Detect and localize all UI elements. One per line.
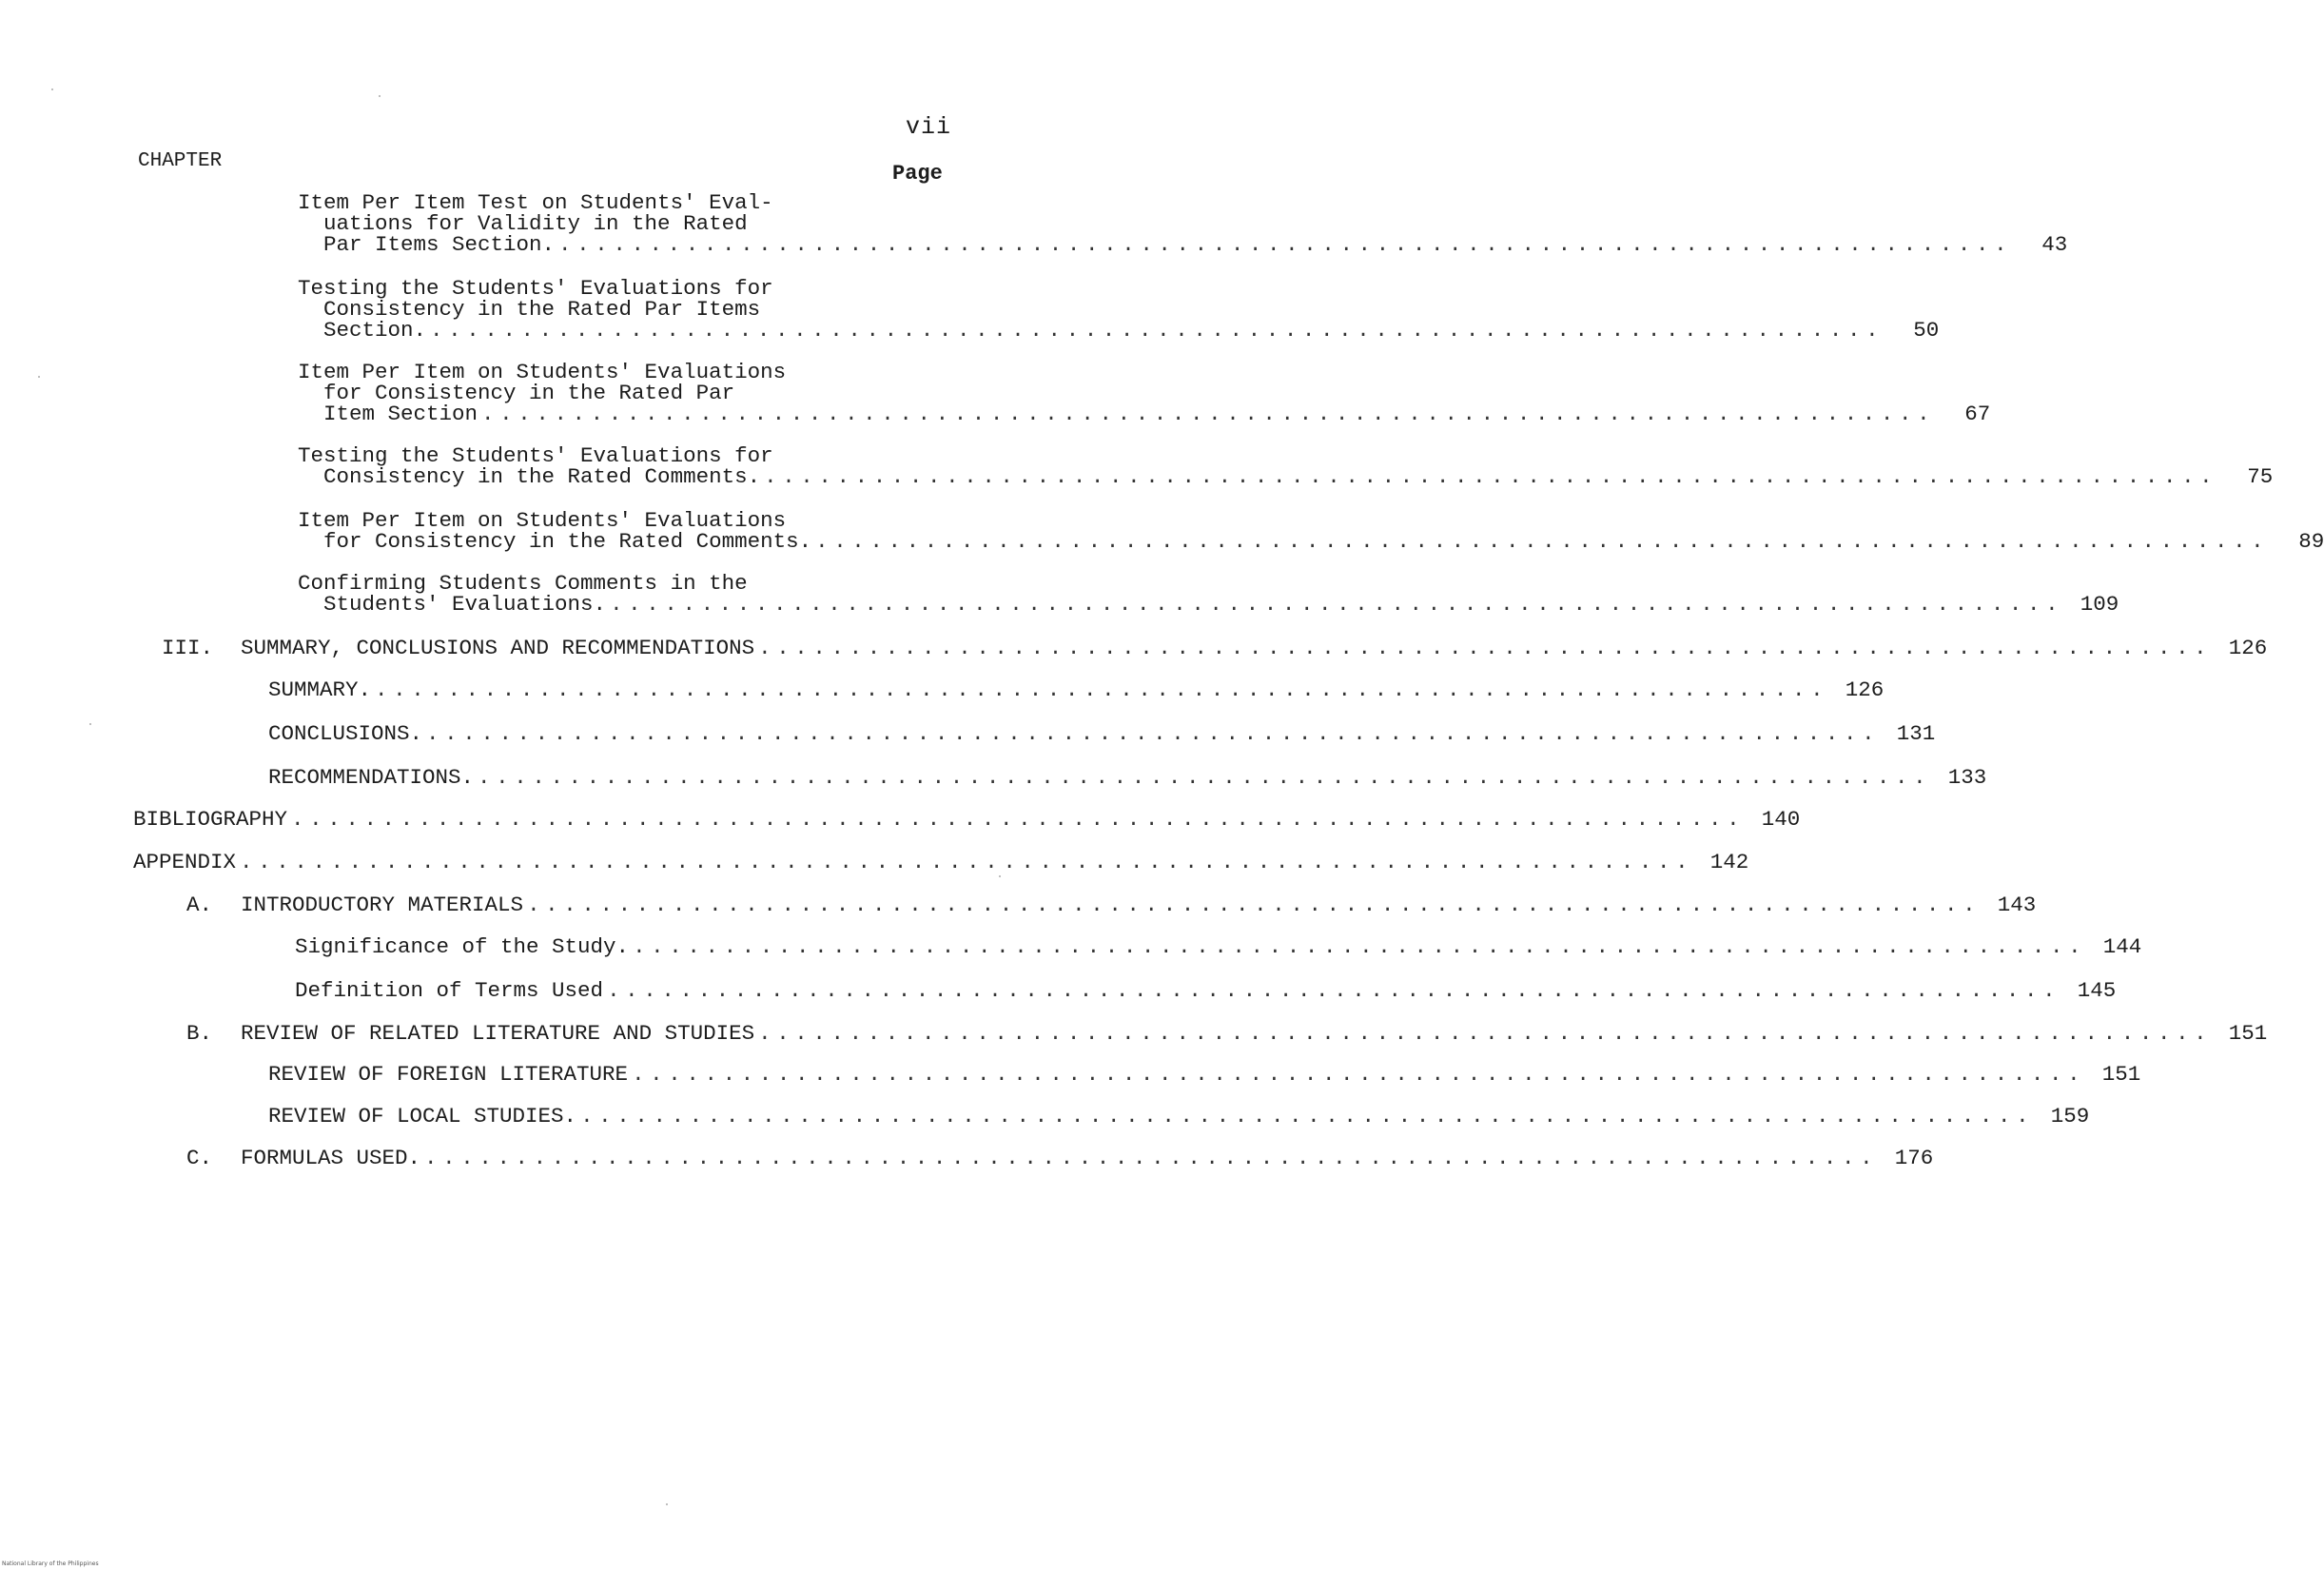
toc-entry [295,934,2142,959]
entry-title-line: Confirming Students Comments in the [298,571,748,596]
dot-leader: ................................................................................ [632,1062,2086,1087]
toc-entry [241,1146,1934,1170]
entry-title-line: uations for Validity in the Rated [298,211,748,236]
toc-entry [298,276,1940,343]
toc-entry [268,1104,2090,1128]
toc-entry [298,190,2068,257]
entry-title-line: Testing the Students' Evaluations for [298,276,773,301]
entry-page-number: 151 [2101,1062,2141,1087]
entry-page-number: 75 [2247,464,2274,489]
scan-speck [379,95,381,97]
entry-page-number: 131 [1896,721,1936,746]
entry-page-number: 142 [1709,850,1749,874]
entry-numeral: B. [186,1021,213,1046]
entry-title-line: SUMMARY. [268,677,372,702]
entry-page-number: 109 [2080,592,2119,617]
toc-entry [295,978,2117,1003]
entry-page-number: 140 [1761,807,1801,832]
entry-title-line: Item Per Item on Students' Evaluations [298,508,787,533]
entry-page-number: 143 [1997,893,2037,917]
entry-page-number: 126 [2228,636,2268,660]
page-column-label: Page [892,162,943,186]
entry-numeral: III. [162,636,214,660]
entry-page-number: 176 [1894,1146,1934,1170]
dot-leader: ................................................................................ [610,592,2064,617]
toc-entry [298,571,2119,617]
entry-page-number: 133 [1947,765,1987,790]
entry-title-line: CONCLUSIONS. [268,721,423,746]
dot-leader: ................................................................................ [375,677,1829,702]
entry-title-line: BIBLIOGRAPHY [133,807,288,832]
scan-speck [999,875,1001,877]
entry-title-line: Definition of Terms Used [295,978,604,1003]
dot-leader: ................................................................................ [580,1104,2035,1128]
dot-leader: ................................................................................ [240,850,1694,874]
toc-entry [133,850,1749,874]
entry-title-line: REVIEW OF LOCAL STUDIES. [268,1104,577,1128]
entry-title-line: REVIEW OF RELATED LITERATURE AND STUDIES [241,1021,755,1046]
entry-title-line: for Consistency in the Rated Par [298,381,735,405]
entry-title-line: Item Section [298,402,478,426]
dot-leader: ................................................................................ [478,765,1932,790]
toc-entry [268,765,1987,790]
entry-page-number: 89 [2298,529,2324,554]
entry-title-line: Section. [298,318,427,343]
entry-title-line: Consistency in the Rated Par Items [298,297,761,322]
dot-leader: ................................................................................ [758,1021,2213,1046]
dot-leader: ................................................................................ [633,934,2087,959]
dot-leader: ................................................................................ [426,721,1881,746]
entry-title-line: Consistency in the Rated Comments. [298,464,761,489]
entry-page-number: 43 [2041,232,2068,257]
entry-title-line: RECOMMENDATIONS. [268,765,475,790]
entry-title-line: Students' Evaluations. [298,592,607,617]
dot-leader: ................................................................................ [481,402,1936,426]
dot-leader: ................................................................................ [607,978,2061,1003]
entry-title-line: APPENDIX [133,850,237,874]
entry-title-line: Item Per Item Test on Students' Eval- [298,190,773,215]
entry-page-number: 151 [2228,1021,2268,1046]
entry-page-number: 145 [2077,978,2117,1003]
entry-title-line: for Consistency in the Rated Comments. [298,529,812,554]
toc-entry [298,360,1991,426]
toc-entry [298,508,2324,554]
toc-entry [241,636,2268,660]
entry-title-line: Testing the Students' Evaluations for [298,443,773,468]
entry-title-line: INTRODUCTORY MATERIALS [241,893,524,917]
dot-leader: ................................................................................ [424,1146,1879,1170]
entry-page-number: 50 [1913,318,1940,343]
scan-speck [51,88,53,90]
dot-leader: ................................................................................ [764,464,2218,489]
scan-speck [666,1503,668,1505]
page-number: vii [906,113,952,141]
entry-title-line: SUMMARY, CONCLUSIONS AND RECOMMENDATIONS [241,636,755,660]
dot-leader: ................................................................................ [291,807,1746,832]
toc-entry [241,893,2037,917]
entry-numeral: C. [186,1146,213,1170]
dot-leader: ................................................................................ [558,232,2013,257]
entry-page-number: 159 [2050,1104,2090,1128]
entry-title-line: Item Per Item on Students' Evaluations [298,360,787,384]
scan-speck [38,376,40,378]
footer-note: National Library of the Philippines [2,1560,99,1567]
toc-entry [298,443,2274,489]
chapter-column-label: CHAPTER [138,150,223,172]
entry-numeral: A. [186,893,213,917]
entry-title-line: Significance of the Study. [295,934,630,959]
toc-entry [268,1062,2141,1087]
dot-leader: ................................................................................ [430,318,1885,343]
entry-title-line: REVIEW OF FOREIGN LITERATURE [268,1062,629,1087]
entry-page-number: 126 [1845,677,1885,702]
toc-entry [268,721,1936,746]
toc-entry [133,807,1801,832]
scan-speck [89,723,91,725]
dot-leader: ................................................................................ [527,893,1982,917]
dot-leader: ................................................................................ [758,636,2213,660]
entry-page-number: 144 [2102,934,2142,959]
toc-entry [268,677,1885,702]
toc-entry [241,1021,2268,1046]
dot-leader: ................................................................................ [815,529,2270,554]
entry-title-line: FORMULAS USED. [241,1146,421,1170]
entry-title-line: Par Items Section. [298,232,556,257]
entry-page-number: 67 [1964,402,1991,426]
